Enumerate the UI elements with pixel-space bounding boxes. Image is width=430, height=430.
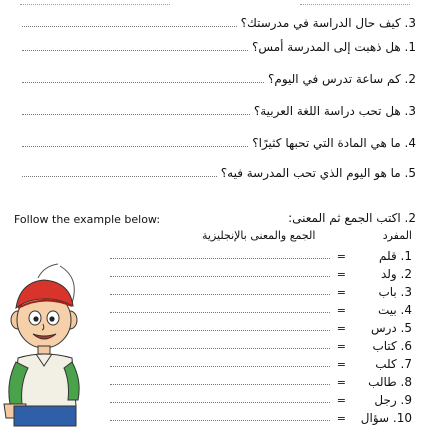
question-text: 5. ما هو اليوم الذي تحب المدرسة فيه؟: [220, 166, 416, 180]
equals-sign: =: [336, 304, 346, 317]
vocab-word: 4. بيت: [377, 303, 412, 317]
vocab-word: 10. سؤال: [360, 411, 412, 425]
vocab-row: [72, 319, 412, 335]
answer-dotted-line[interactable]: [110, 258, 330, 259]
vocab-word: 9. رجل: [374, 393, 412, 407]
column-subheads: [202, 229, 412, 245]
equals-sign: =: [336, 358, 346, 371]
vocab-row: [72, 409, 412, 425]
vocab-row: [72, 265, 412, 281]
vocab-row: [72, 283, 412, 299]
answer-dotted-line[interactable]: [110, 330, 330, 331]
question-text: 1. هل ذهبت إلى المدرسة أمس؟: [252, 40, 416, 54]
equals-sign: =: [336, 394, 346, 407]
vocab-row: [72, 247, 412, 263]
vocab-row: [72, 391, 412, 407]
instruction-english: Follow the example below:: [14, 213, 161, 226]
equals-sign: =: [336, 286, 346, 299]
answer-dotted-line[interactable]: [22, 145, 248, 147]
answer-dotted-line[interactable]: [22, 113, 250, 115]
vocab-word: 7. كلب: [375, 357, 412, 371]
section-heading: 2. اكتب الجمع ثم المعنى:: [288, 211, 416, 225]
vocab-word: 2. ولد: [380, 267, 412, 281]
answer-dotted-line[interactable]: [22, 175, 217, 177]
vocab-word: 1. قلم: [379, 249, 412, 263]
answer-dotted-line[interactable]: [110, 384, 330, 385]
cartoon-boy-illustration: [0, 258, 95, 428]
question-line[interactable]: [22, 162, 416, 180]
question-text: 3. هل تحب دراسة اللغة العربية؟: [253, 104, 416, 118]
answer-dotted-line[interactable]: [22, 49, 248, 51]
cropped-dotted-line: [300, 4, 410, 6]
vocab-word: 8. طالب: [368, 375, 412, 389]
vocab-row: [72, 301, 412, 317]
question-line[interactable]: [22, 12, 416, 30]
answer-dotted-line[interactable]: [110, 276, 330, 277]
equals-sign: =: [336, 376, 346, 389]
question-text: 2. كم ساعة تدرس في اليوم؟: [268, 72, 416, 86]
subhead-meaning: الجمع والمعنى بالإنجليزية: [202, 229, 316, 242]
cropped-dotted-line: [20, 4, 170, 6]
question-line[interactable]: [22, 100, 416, 118]
equals-sign: =: [336, 250, 346, 263]
subhead-word: المفرد: [382, 229, 412, 242]
answer-dotted-line[interactable]: [22, 25, 237, 27]
vocab-word: 3. باب: [378, 285, 412, 299]
equals-sign: =: [336, 412, 346, 425]
answer-dotted-line[interactable]: [110, 312, 330, 313]
question-line[interactable]: [22, 132, 416, 150]
answer-dotted-line[interactable]: [110, 348, 330, 349]
vocab-row: [72, 373, 412, 389]
answer-dotted-line[interactable]: [110, 420, 330, 421]
question-text: 4. ما هي المادة التي تحبها كثيرًا؟: [252, 136, 416, 150]
equals-sign: =: [336, 268, 346, 281]
question-line[interactable]: [22, 68, 416, 86]
answer-dotted-line[interactable]: [110, 402, 330, 403]
equals-sign: =: [336, 340, 346, 353]
answer-dotted-line[interactable]: [110, 366, 330, 367]
vocab-word: 6. كتاب: [372, 339, 412, 353]
equals-sign: =: [336, 322, 346, 335]
vocab-word: 5. درس: [370, 321, 412, 335]
answer-dotted-line[interactable]: [110, 294, 330, 295]
vocab-row: [72, 355, 412, 371]
answer-dotted-line[interactable]: [22, 81, 264, 83]
question-line[interactable]: [22, 36, 416, 54]
vocab-row: [72, 337, 412, 353]
question-text: 3. كيف حال الدراسة في مدرستك؟: [240, 16, 416, 30]
